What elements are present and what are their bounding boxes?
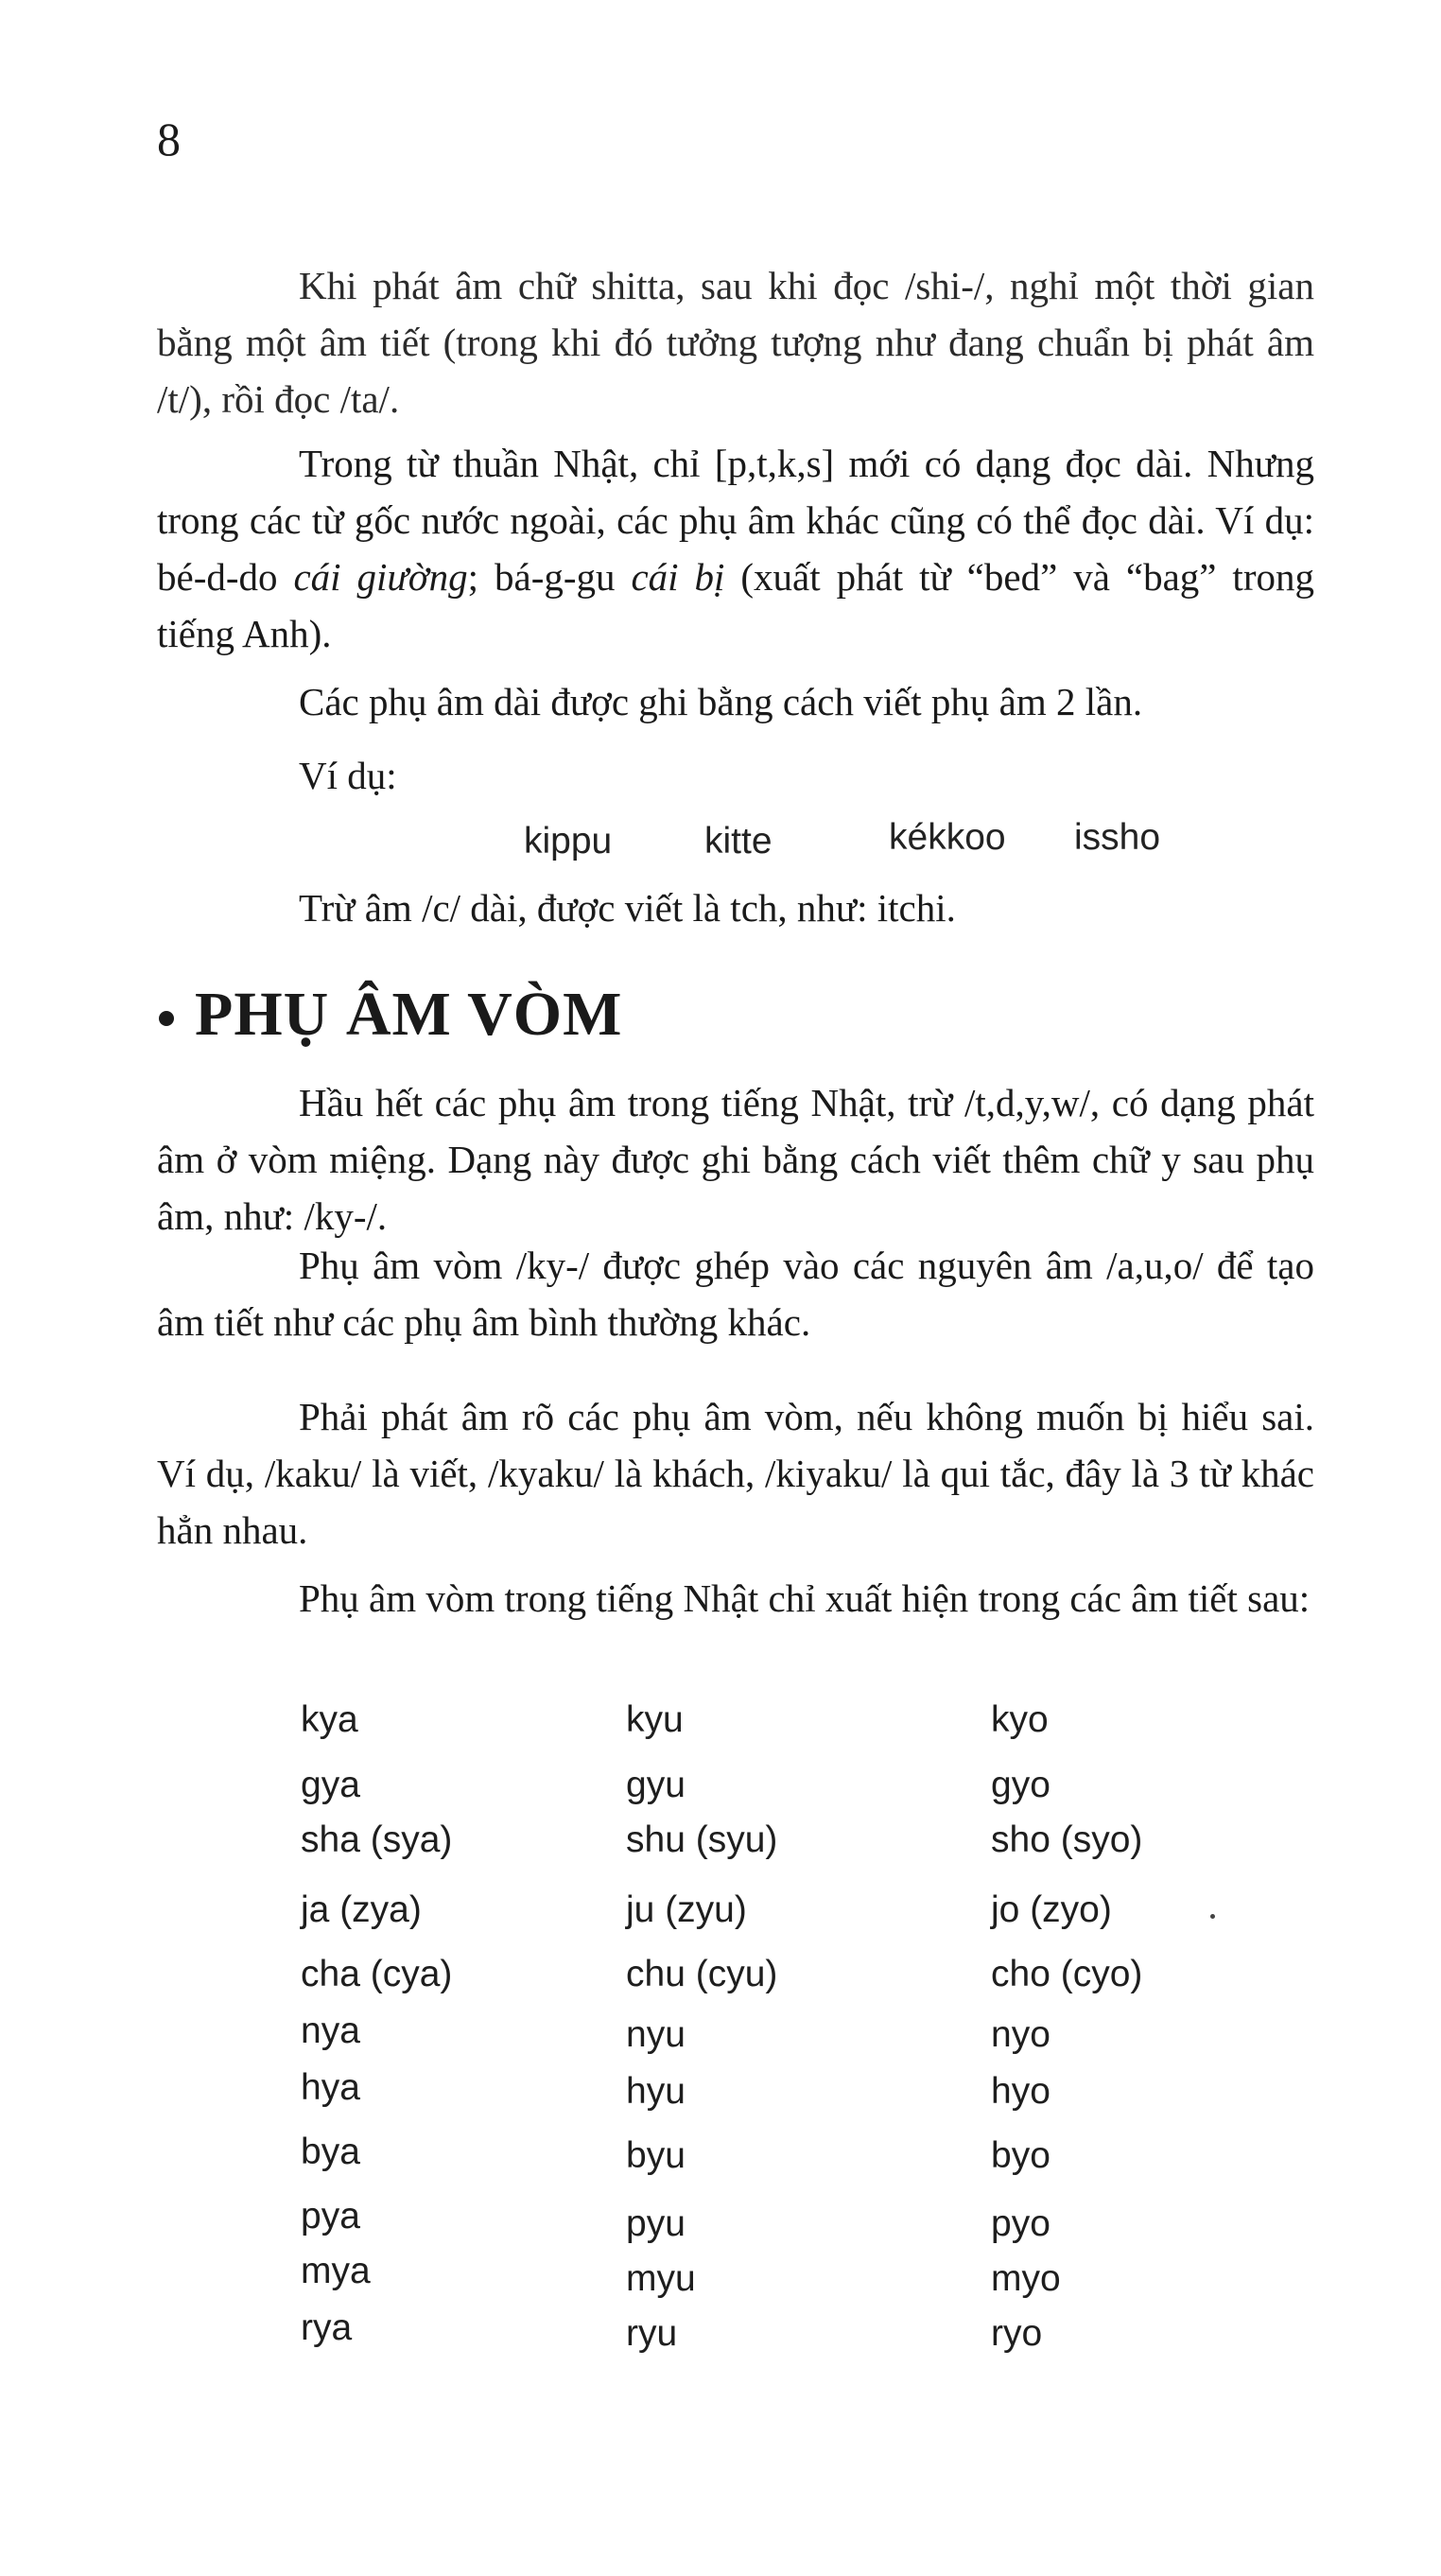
paragraph-palatal-intro: Hầu hết các phụ âm trong tiếng Nhật, trừ /t,d,y,w/, có dạng phát âm ở vòm miệng. Dạng này được ghi bằng cách viết thêm chữ y sau phụ âm, như: /ky-/.	[157, 1081, 1314, 1238]
syllable-cell: bya	[301, 2132, 360, 2172]
syllable-cell: rya	[301, 2307, 353, 2348]
syllable-cell: myu	[626, 2258, 696, 2299]
syllable-cell: kyu	[626, 1699, 684, 1740]
paragraph-double-writing: Các phụ âm dài được ghi bằng cách viết phụ âm 2 lần.	[299, 680, 1143, 723]
example-word: issho	[1074, 817, 1161, 858]
paragraph-long-consonants-text-2: ; bá-g-gu	[467, 555, 632, 599]
paragraph-long-consonants	[157, 435, 1314, 662]
syllable-cell: byo	[991, 2135, 1050, 2176]
syllable-cell: kya	[301, 1699, 358, 1740]
print-speck	[1210, 1914, 1215, 1919]
syllable-cell: jo (zyo)	[991, 1889, 1112, 1930]
example-word: kippu	[524, 821, 613, 862]
syllable-cell: gya	[301, 1765, 360, 1805]
page-number: 8	[157, 113, 181, 165]
syllable-cell: ryu	[626, 2313, 678, 2354]
syllable-cell: cha (cya)	[301, 1954, 453, 1994]
syllable-cell: pyu	[626, 2203, 686, 2244]
syllable-cell: gyu	[626, 1765, 686, 1805]
syllable-cell: shu (syu)	[626, 1819, 778, 1860]
paragraph-palatal-vowels: Phụ âm vòm /ky-/ được ghép vào các nguyên âm /a,u,o/ để tạo âm tiết như các phụ âm bình thường khác.	[157, 1244, 1314, 1344]
syllable-cell: gyo	[991, 1765, 1050, 1805]
syllable-cell: ju (zyu)	[626, 1889, 747, 1930]
syllable-cell: kyo	[991, 1699, 1049, 1740]
example-label: Ví dụ:	[299, 754, 397, 797]
syllable-cell: sha (sya)	[301, 1819, 453, 1860]
paragraph-palatal-syllables: Phụ âm vòm trong tiếng Nhật chỉ xuất hiện trong các âm tiết sau:	[299, 1576, 1311, 1620]
paragraph-tch: Trừ âm /c/ dài, được viết là tch, như: itchi.	[299, 886, 956, 930]
syllable-cell: mya	[301, 2251, 371, 2291]
paragraph-long-consonants-text: Trong từ thuần Nhật, chỉ [p,t,k,s] mới có dạng đọc dài. Nhưng trong các từ gốc nước ngoài, các phụ âm khác cũng có thể đọc dài. Ví dụ: bé-d-do	[157, 442, 1314, 599]
syllable-cell: hyu	[626, 2071, 686, 2112]
syllable-cell: sho (syo)	[991, 1819, 1143, 1860]
syllable-cell: cho (cyo)	[991, 1954, 1143, 1994]
syllable-cell: myo	[991, 2258, 1061, 2299]
syllable-cell: nyo	[991, 2014, 1050, 2055]
example-word: kitte	[704, 821, 773, 862]
example-word: kékkoo	[889, 817, 1006, 858]
syllable-cell: ja (zya)	[301, 1889, 422, 1930]
syllable-cell: byu	[626, 2135, 686, 2176]
syllable-cell: pyo	[991, 2203, 1050, 2244]
italic-gloss-bed: cái giường	[293, 555, 468, 599]
syllable-cell: nyu	[626, 2014, 686, 2055]
section-title: PHỤ ÂM VÒM	[195, 980, 623, 1049]
syllable-cell: chu (cyu)	[626, 1954, 778, 1994]
section-heading	[159, 979, 622, 1051]
paragraph-palatal-clarity: Phải phát âm rõ các phụ âm vòm, nếu không muốn bị hiểu sai. Ví dụ, /kaku/ là viết, /kyaku/ là khách, /kiyaku/ là qui tắc, đây là 3 từ khác hẳn nhau.	[157, 1395, 1314, 1552]
syllable-cell: hyo	[991, 2071, 1050, 2112]
syllable-cell: pya	[301, 2196, 360, 2237]
paragraph-long-consonants-text-3: (xuất phát từ “bed” và “bag” trong tiếng Anh).	[157, 555, 1314, 655]
syllable-cell: ryo	[991, 2313, 1043, 2354]
paragraph-shitta: Khi phát âm chữ shitta, sau khi đọc /shi-/, nghỉ một thời gian bằng một âm tiết (trong khi đó tưởng tượng như đang chuẩn bị phát âm /t/), rồi đọc /ta/.	[157, 264, 1314, 421]
bullet-icon	[159, 1011, 174, 1026]
italic-gloss-bag: cái bị	[631, 555, 725, 599]
syllable-cell: nya	[301, 2010, 360, 2051]
syllable-cell: hya	[301, 2067, 360, 2108]
